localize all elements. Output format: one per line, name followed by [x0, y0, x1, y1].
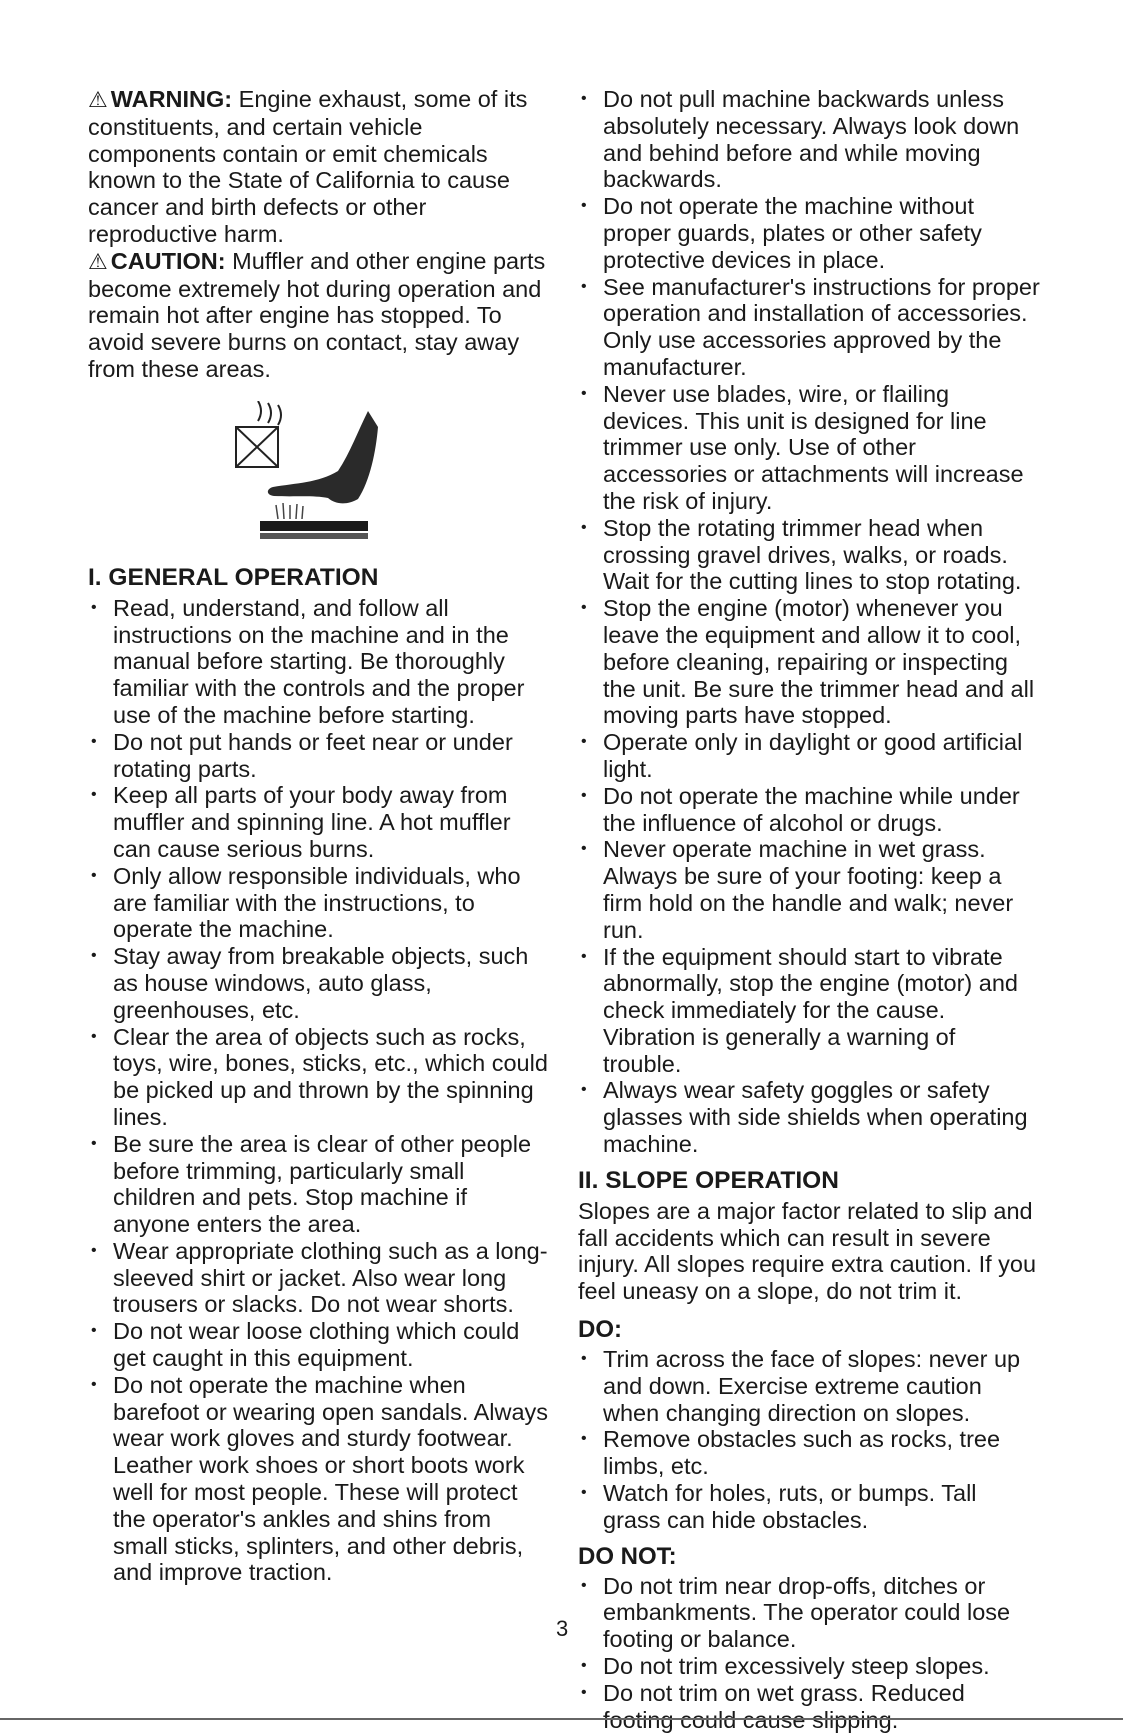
list-item: • Watch for holes, ruts, or bumps. Tall grass can hide obstacles.	[578, 1480, 1040, 1534]
list-item: • Stop the rotating trimmer head when crossing gravel drives, walks, or roads. Wait for the cutting lines to stop rotating.	[578, 515, 1040, 595]
list-item: • Only allow responsible individuals, who are familiar with the instructions, to operate the machine.	[88, 863, 548, 943]
list-item: • Remove obstacles such as rocks, tree limbs, etc.	[578, 1426, 1040, 1480]
list-item: • Read, understand, and follow all instructions on the machine and in the manual before starting. Be thoroughly familiar with the controls and the proper use of the machine before starting.	[88, 595, 548, 729]
warning-text: Engine exhaust, some of its constituents, and certain vehicle components contain or emit chemicals known to the State of California to cause cancer and birth defects or other reproductive harm.	[88, 86, 528, 247]
right-column	[578, 86, 1040, 1733]
list-item: • Do not put hands or feet near or under rotating parts.	[88, 729, 548, 783]
list-item: • Do not wear loose clothing which could get caught in this equipment.	[88, 1318, 548, 1372]
list-item: • Clear the area of objects such as rocks, toys, wire, bones, sticks, etc., which could be picked up and thrown by the spinning lines.	[88, 1024, 548, 1131]
slope-operation-heading: II. SLOPE OPERATION	[578, 1166, 839, 1194]
list-item: • Do not trim excessively steep slopes.	[578, 1653, 1040, 1680]
general-operation-heading: I. GENERAL OPERATION	[88, 563, 379, 591]
do-not-list	[578, 1573, 1040, 1733]
list-item: • Do not operate the machine when barefoot or wearing open sandals. Always wear work gloves and sturdy footwear. Leather work shoes or short boots work well for most people. These will protect the operator's ankles and shins from small sticks, splinters, and other debris, and improve traction.	[88, 1372, 548, 1586]
caution-paragraph	[88, 248, 548, 383]
list-item: • Stop the engine (motor) whenever you leave the equipment and allow it to cool, before cleaning, repairing or inspecting the unit. Be sure the trimmer head and all moving parts have stopped.	[578, 595, 1040, 729]
warning-paragraph	[88, 86, 548, 248]
list-item: • Always wear safety goggles or safety glasses with side shields when operating machine.	[578, 1077, 1040, 1157]
list-item: • Stay away from breakable objects, such as house windows, auto glass, greenhouses, etc.	[88, 943, 548, 1023]
list-item: • Do not trim on wet grass. Reduced footing could cause slipping.	[578, 1680, 1040, 1733]
list-item: • Never use blades, wire, or flailing devices. This unit is designed for line trimmer use only. Use of other accessories or attachments will increase the risk of injury.	[578, 381, 1040, 515]
list-item: • If the equipment should start to vibrate abnormally, stop the engine (motor) and check immediately for the cause. Vibration is generally a warning of trouble.	[578, 944, 1040, 1078]
do-heading: DO:	[578, 1316, 622, 1344]
general-operation-list-left	[88, 595, 548, 1586]
list-item: • Keep all parts of your body away from muffler and spinning line. A hot muffler can cause serious burns.	[88, 782, 548, 862]
list-item: • Do not trim near drop-offs, ditches or embankments. The operator could lose footing or balance.	[578, 1573, 1040, 1653]
bottom-divider	[0, 1718, 1123, 1720]
list-item: • Do not operate the machine while under the influence of alcohol or drugs.	[578, 783, 1040, 837]
warning-label: WARNING:	[110, 86, 233, 112]
do-list	[578, 1346, 1040, 1534]
list-item: • Be sure the area is clear of other people before trimming, particularly small children and pets. Stop machine if anyone enters the area.	[88, 1131, 548, 1238]
list-item: • Never operate machine in wet grass. Always be sure of your footing: keep a firm hold on the handle and walk; never run.	[578, 836, 1040, 943]
left-column	[88, 86, 548, 1586]
page-number: 3	[556, 1616, 569, 1641]
caution-label: CAUTION:	[110, 247, 226, 274]
list-item: • Do not operate the machine without proper guards, plates or other safety protective devices in place.	[578, 193, 1040, 273]
do-not-heading: DO NOT:	[578, 1542, 677, 1570]
warning-triangle-icon: ⚠	[88, 87, 108, 112]
hot-surface-burn-icon	[218, 401, 388, 549]
list-item: • Operate only in daylight or good artificial light.	[578, 729, 1040, 783]
list-item: • Do not pull machine backwards unless absolutely necessary. Always look down and behind before and while moving backwards.	[578, 86, 1040, 193]
slope-intro: Slopes are a major factor related to slip and fall accidents which can result in severe injury. All slopes require extra caution. If you feel uneasy on a slope, do not trim it.	[578, 1197, 1037, 1305]
list-item: • Trim across the face of slopes: never up and down. Exercise extreme caution when changing direction on slopes.	[578, 1346, 1040, 1426]
general-operation-list-right	[578, 86, 1040, 1158]
list-item: • See manufacturer's instructions for proper operation and installation of accessories. Only use accessories approved by the manufacturer.	[578, 274, 1040, 381]
list-item: • Wear appropriate clothing such as a long-sleeved shirt or jacket. Also wear long trousers or slacks. Do not wear shorts.	[88, 1238, 548, 1318]
caution-triangle-icon: ⚠	[88, 248, 108, 274]
caution-text: Muffler and other engine parts become extremely hot during operation and remain hot after engine has stopped. To avoid severe burns on contact, stay away from these areas.	[88, 247, 546, 382]
